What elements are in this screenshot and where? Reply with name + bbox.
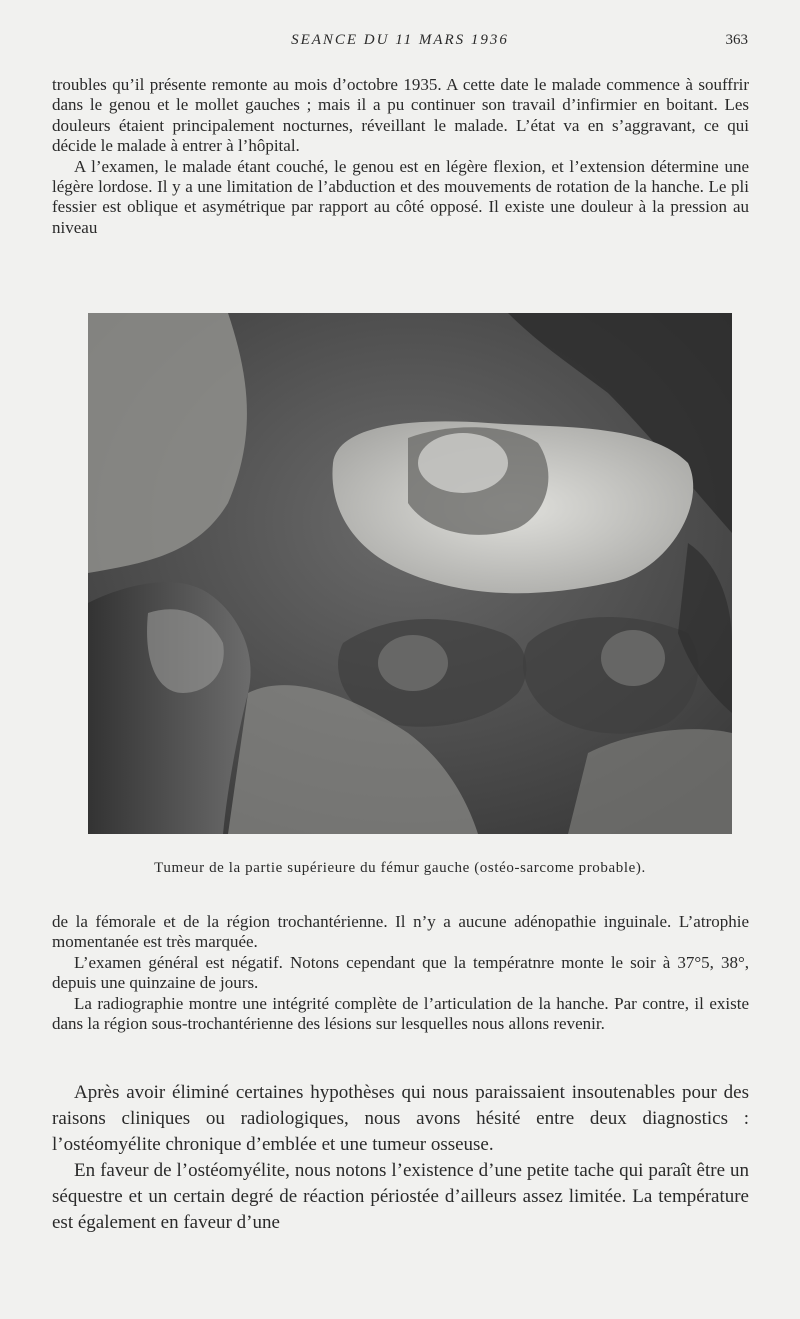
paragraph: A l’examen, le malade étant couché, le genou est en légère flexion, et l’extension détermine une légère lordose. Il y a une limitation de l’abduction et des mouvements de rotation de la hanche. Le pli fessier est oblique et asymétrique par rapport au côté opposé. Il existe une douleur à la pression au niveau	[52, 156, 749, 237]
header-title: SEANCE DU 11 MARS 1936	[291, 32, 509, 48]
running-header	[0, 32, 800, 52]
paragraph: L’examen général est négatif. Notons cependant que la températnre monte le soir à 37°5, 38°, depuis une quinzaine de jours.	[52, 952, 749, 993]
xray-figure	[88, 313, 732, 834]
paragraph: troubles qu’il présente remonte au mois d’octobre 1935. A cette date le malade commence à souffrir dans le genou et le mollet gauches ; mais il a pu continuer son travail d’infirmier en boitant. Les douleurs étaient principalement nocturnes, réveillant le malade. L’état va en s’aggravant, ce qui décide le malade à entrer à l’hôpital.	[52, 75, 749, 156]
bottom-text-block	[52, 1080, 749, 1236]
paragraph: La radiographie montre une intégrité complète de l’articulation de la hanche. Par contre, il existe dans la région sous-trochantérienne des lésions sur lesquelles nous allons revenir.	[52, 993, 749, 1034]
page-number: 363	[725, 32, 748, 48]
pelvis-xray-image	[88, 313, 732, 834]
figure-caption: Tumeur de la partie supérieure du fémur gauche (ostéo-sarcome probable).	[154, 860, 646, 876]
paragraph: Après avoir éliminé certaines hypothèses qui nous paraissaient insoutenables pour des raisons cliniques ou radiologiques, nous avons hésité entre deux diagnostics : l’ostéomyélite chronique d’emblée et une tumeur osseuse.	[52, 1082, 749, 1155]
paragraph: En faveur de l’ostéomyélite, nous notons l’existence d’une petite tache qui paraît être un séquestre et un certain degré de réaction périostée d’ailleurs assez limitée. La température est également en faveur d’une	[52, 1160, 749, 1233]
middle-text-block	[52, 912, 749, 1034]
paragraph: de la fémorale et de la région trochantérienne. Il n’y a aucune adénopathie inguinale. L’atrophie momentanée est très marquée.	[52, 912, 749, 952]
top-text-block	[52, 75, 749, 238]
